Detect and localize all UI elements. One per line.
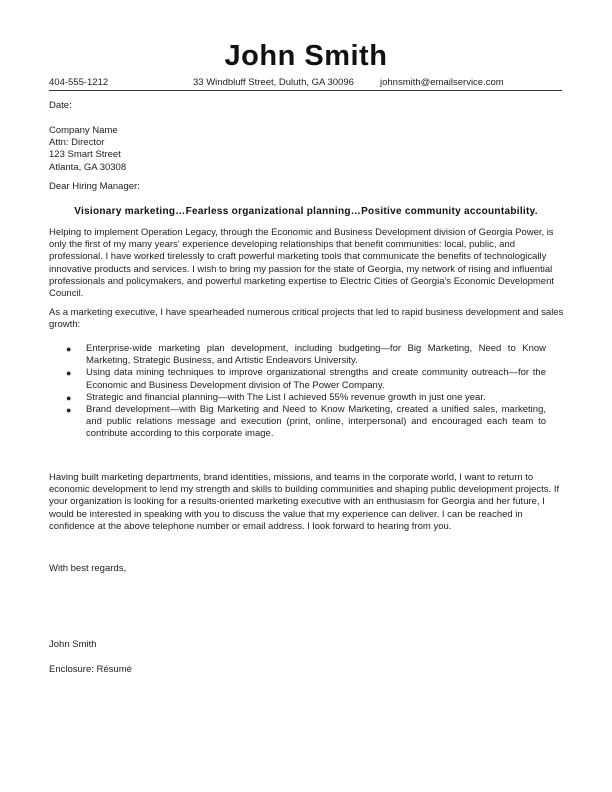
list-item: [66, 343, 546, 367]
list-item: [66, 404, 546, 441]
email-address: johnsmith@emailservice.com: [380, 77, 504, 88]
enclosure-note: Enclosure: Résumé: [49, 664, 132, 675]
paragraph-closing: Having built marketing departments, brand identities, missions, and teams in the corporate world, I want to return to economic development to lend my strength and skills to building communities and shaping public development projects. If your organization is looking for a results-oriented marketing executive with an enthusiasm for Georgia and her future, I would be interested in speaking with you to discuss the value that my experience can deliver. I can be reached in confidence at the above telephone number or email address. I look forward to hearing from you.: [49, 472, 560, 532]
applicant-name: John Smith: [224, 40, 388, 72]
bullet-icon: ●: [66, 405, 72, 416]
salutation: [49, 181, 564, 193]
bullet-icon: ●: [66, 368, 72, 379]
list-item-text: Using data mining techniques to improve organizational strengths and create community outreach—for the Economic and Business Development division of The Power Company.: [86, 367, 546, 391]
achievements-list: [66, 343, 546, 441]
bullet-icon: ●: [66, 344, 72, 354]
recipient-company: Company Name: [49, 125, 118, 136]
list-item-text: Brand development—with Big Marketing and Need to Know Marketing, created a unified sales, marketing, and public relations message and execution (print, online, interpersonal) and encouraged each team to contribute according to this corporate image.: [86, 404, 546, 440]
date-line: [49, 100, 564, 112]
phone-number: 404-555-1212: [49, 77, 109, 88]
list-item: [66, 367, 546, 391]
tagline: Visionary marketing…Fearless organizational planning…Positive community accountability.: [74, 206, 538, 217]
recipient-street: 123 Smart Street: [49, 149, 121, 161]
closing-phrase: With best regards,: [49, 563, 127, 574]
list-item: [66, 392, 546, 404]
date-label: Date:: [49, 100, 72, 111]
recipient-address: [49, 125, 564, 174]
recipient-city: Atlanta, GA 30308: [49, 161, 127, 173]
paragraph-achievements-lead: As a marketing executive, I have spearheaded numerous critical projects that led to rapid business development and sales growth:: [49, 307, 564, 331]
recipient-attn: Attn: Director: [49, 137, 105, 149]
signature-name: John Smith: [49, 639, 97, 650]
paragraph-intro: Helping to implement Operation Legacy, through the Economic and Business Development division of Georgia Power, is only the first of my many years' experience developing relationships that benefit communities: local, public, and professional. I have worked tirelessly to craft powerful marketing tools that communicate the benefits of technologically innovative products and services. I wish to bring my passion for the state of Georgia, my network of rising and influential professionals and policymakers, and powerful marketing expertise to Electric Cities of Georgia's Economic Development Council.: [49, 227, 555, 300]
list-item-text: Enterprise-wide marketing plan development, including budgeting—for Big Marketing, Need to Know Marketing, Strategic Business, and Artistic Endeavors University.: [86, 343, 546, 367]
bullet-icon: ●: [66, 392, 72, 403]
street-address: 33 Windbluff Street, Duluth, GA 30096: [193, 77, 354, 88]
header-divider: [49, 90, 562, 91]
list-item-text: Strategic and financial planning—with The List I achieved 55% revenue growth in just one year.: [86, 391, 486, 403]
salutation-text: Dear Hiring Manager:: [49, 181, 140, 192]
